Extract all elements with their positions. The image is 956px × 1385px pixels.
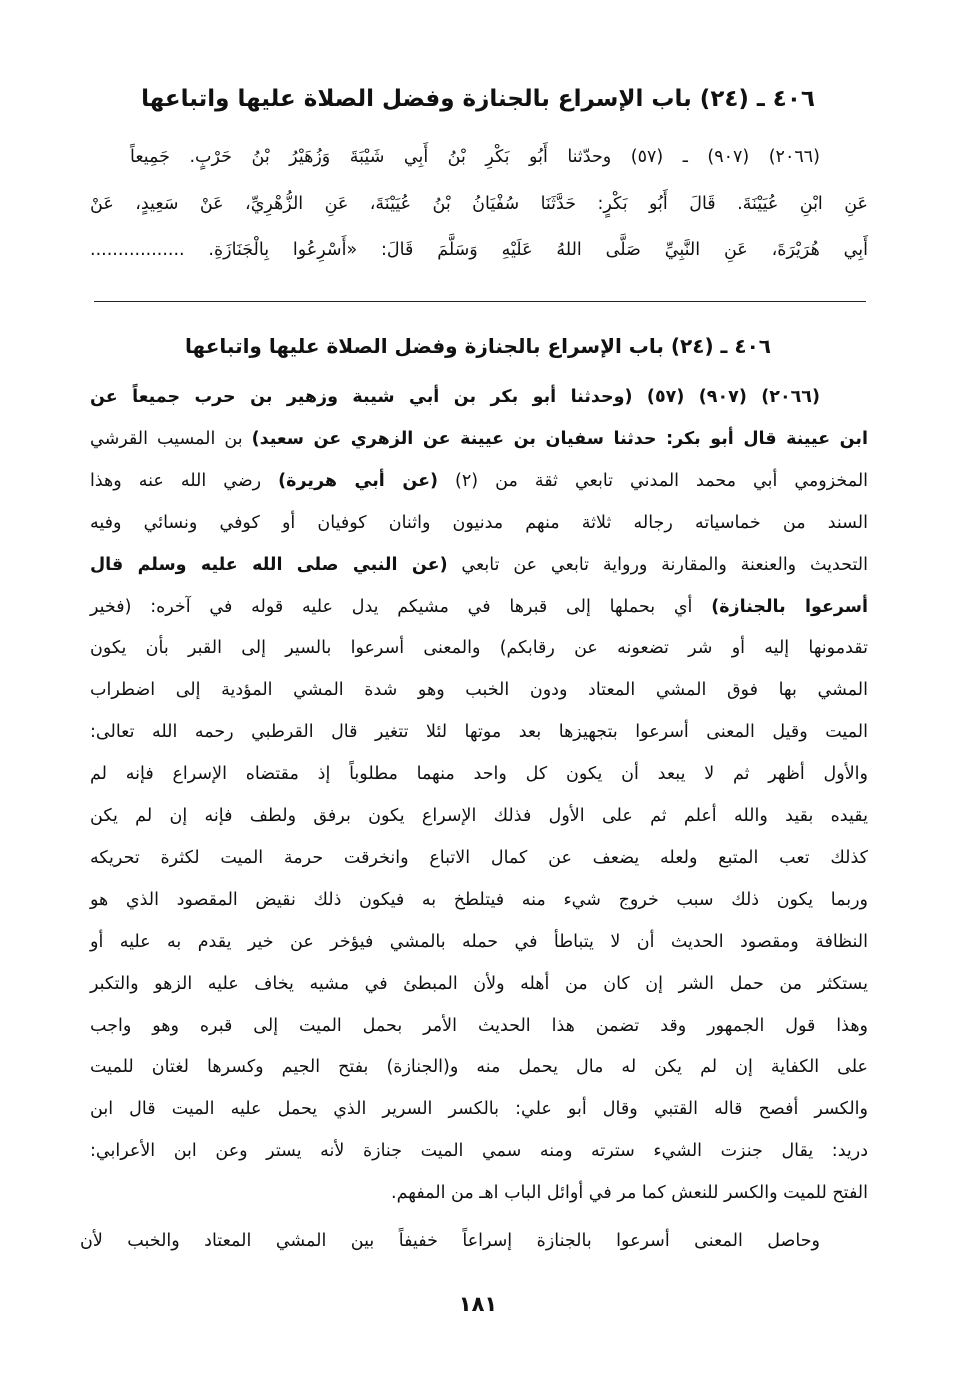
- text-line: [80, 1226, 820, 1256]
- text-line: [90, 1011, 868, 1041]
- text-segment: كذلك تعب المتبع ولعله يضعف عن كمال الاتباع وانخرقت حرمة الميت لكثرة تحريكه: [90, 847, 868, 868]
- text-line: [90, 717, 868, 747]
- text-segment: وحاصل المعنى أسرعوا بالجنازة إسراعاً خفيفاً بين المشي المعتاد والخبب لأن: [80, 1231, 820, 1251]
- text-line: [90, 1052, 868, 1082]
- text-line: [90, 424, 868, 454]
- text-line: [130, 142, 820, 172]
- section-divider: [94, 301, 866, 302]
- text-line: [90, 759, 868, 789]
- text-line: [90, 675, 868, 705]
- text-line: [90, 382, 820, 412]
- text-line: [90, 508, 868, 538]
- bold-matn-segment: أسرعوا بالجنازة): [711, 596, 868, 617]
- text-line: [90, 927, 868, 957]
- text-segment: على الكفاية إن لم يكن له مال يحمل منه و(الجنازة) بفتح الجيم وكسرها لغتان للميت: [90, 1057, 868, 1078]
- text-segment: بن المسيب القرشي: [90, 428, 252, 449]
- text-line: [90, 885, 868, 915]
- hadith-chapter-title: ٤٠٦ ـ (٢٤) باب الإسراع بالجنازة وفضل الصلاة عليها واتباعها: [141, 86, 815, 112]
- text-segment: دريد: يقال جنزت الشيء سترته ومنه سمي الميت جنازة لأنه يستر وعن ابن الأعرابي:: [90, 1141, 868, 1162]
- text-segment: والكسر أفصح قاله القتبي وقال أبو علي: بالكسر السرير الذي يحمل عليه الميت قال ابن: [90, 1099, 868, 1120]
- text-line: [90, 466, 868, 496]
- bold-matn-segment: (عن أبي هريرة): [278, 470, 439, 491]
- text-line: [90, 801, 868, 831]
- text-line: [90, 843, 868, 873]
- text-line: [90, 550, 868, 580]
- text-segment: (٢٠٦٦) (٩٠٧) ـ (٥٧) وحدّثنا أَبُو بَكْرِ بْنُ أَبِي شَيْبَةَ وَزُهَيْرُ بْنُ حَرْبٍ. جَمِيعاً: [130, 147, 820, 167]
- text-line: [90, 633, 868, 663]
- text-segment: وربما يكون ذلك سبب خروج شيء منه فيتلطخ به فيكون ذلك نقيض المقصود الذي هو: [90, 889, 868, 910]
- text-line: [90, 1178, 868, 1208]
- text-line: [90, 969, 868, 999]
- text-segment: المخزومي أبي محمد المدني تابعي ثقة من (٢): [438, 470, 869, 491]
- page-number: ١٨١: [458, 1292, 498, 1316]
- text-segment: تقدمونها إليه أو شر تضعونه عن رقابكم) والمعنى أسرعوا بالسير إلى القبر بأن يكون: [90, 638, 868, 659]
- text-line: [90, 235, 868, 265]
- bold-matn-segment: (عن النبي صلى الله عليه وسلم قال: [90, 554, 448, 575]
- text-segment: أي بحملها إلى قبرها في مشيكم يدل عليه قوله في آخره: (فخير: [90, 596, 712, 617]
- text-segment: يستكثر من حمل الشر إن كان من أهله ولأن المبطئ في مشيه يخاف عليه الزهو والتكبر: [90, 973, 868, 994]
- text-line: [90, 189, 868, 219]
- bold-matn-segment: (٢٠٦٦) (٩٠٧) (٥٧) (وحدثنا أبو بكر بن أبي شيبة وزهير بن حرب جميعاً عن: [90, 387, 820, 407]
- text-segment: السند من خماسياته رجاله ثلاثة منهم مدنيون واثنان كوفيان أو كوفي ونسائي وفيه: [90, 512, 868, 533]
- text-line: [90, 592, 868, 622]
- text-segment: أَبِي هُرَيْرَةَ، عَنِ النَّبِيِّ صَلَّى اللهُ عَلَيْهِ وَسَلَّمَ قَالَ: «أَسْرِعُوا بِالْجَنَازَةِ. .................: [90, 240, 868, 260]
- bold-matn-segment: ابن عيينة قال أبو بكر: حدثنا سفيان بن عيينة عن الزهري عن سعيد): [251, 428, 868, 449]
- text-segment: رضي الله عنه وهذا: [90, 470, 279, 491]
- text-segment: النظافة ومقصود الحديث أن لا يتباطأ في حمله بالمشي فيؤخر عن خير يقدم به عليه أو: [90, 931, 868, 952]
- text-segment: التحديث والعنعنة والمقارنة ورواية تابعي عن تابعي: [447, 554, 868, 575]
- text-segment: المشي بها فوق المشي المعتاد ودون الخبب وهو شدة المشي المؤدية إلى اضطراب: [90, 680, 868, 701]
- text-line: [90, 1136, 868, 1166]
- text-segment: يقيده بقيد والله أعلم ثم على الأول فذلك الإسراع يكون برفق ولطف فإنه إن لم يكن: [90, 806, 868, 826]
- text-segment: وهذا قول الجمهور وقد تضمن هذا الحديث الأمر بحمل الميت إلى قبره وهو واجب: [90, 1015, 868, 1036]
- commentary-chapter-title: ٤٠٦ ـ (٢٤) باب الإسراع بالجنازة وفضل الصلاة عليها واتباعها: [185, 334, 771, 358]
- text-segment: الفتح للميت والكسر للنعش كما مر في أوائل الباب اهـ من المفهم.: [391, 1183, 868, 1204]
- text-line: [90, 1094, 868, 1124]
- text-segment: والأول أظهر ثم لا يبعد أن يكون كل واحد منهما مطلوباً إذ مقتضاه الإسراع فإنه لم: [90, 764, 868, 785]
- text-segment: عَنِ ابْنِ عُيَيْنَةَ. قَالَ أَبُو بَكْرٍ: حَدَّثَنَا سُفْيَانُ بْنُ عُيَيْنَةَ، عَنِ الزُّهْرِيِّ، عَنْ سَعِيدٍ، عَنْ: [90, 193, 868, 214]
- text-segment: الميت وقيل المعنى أسرعوا بتجهيزها بعد موتها لئلا تتغير قال القرطبي رحمه الله تعالى:: [90, 722, 868, 743]
